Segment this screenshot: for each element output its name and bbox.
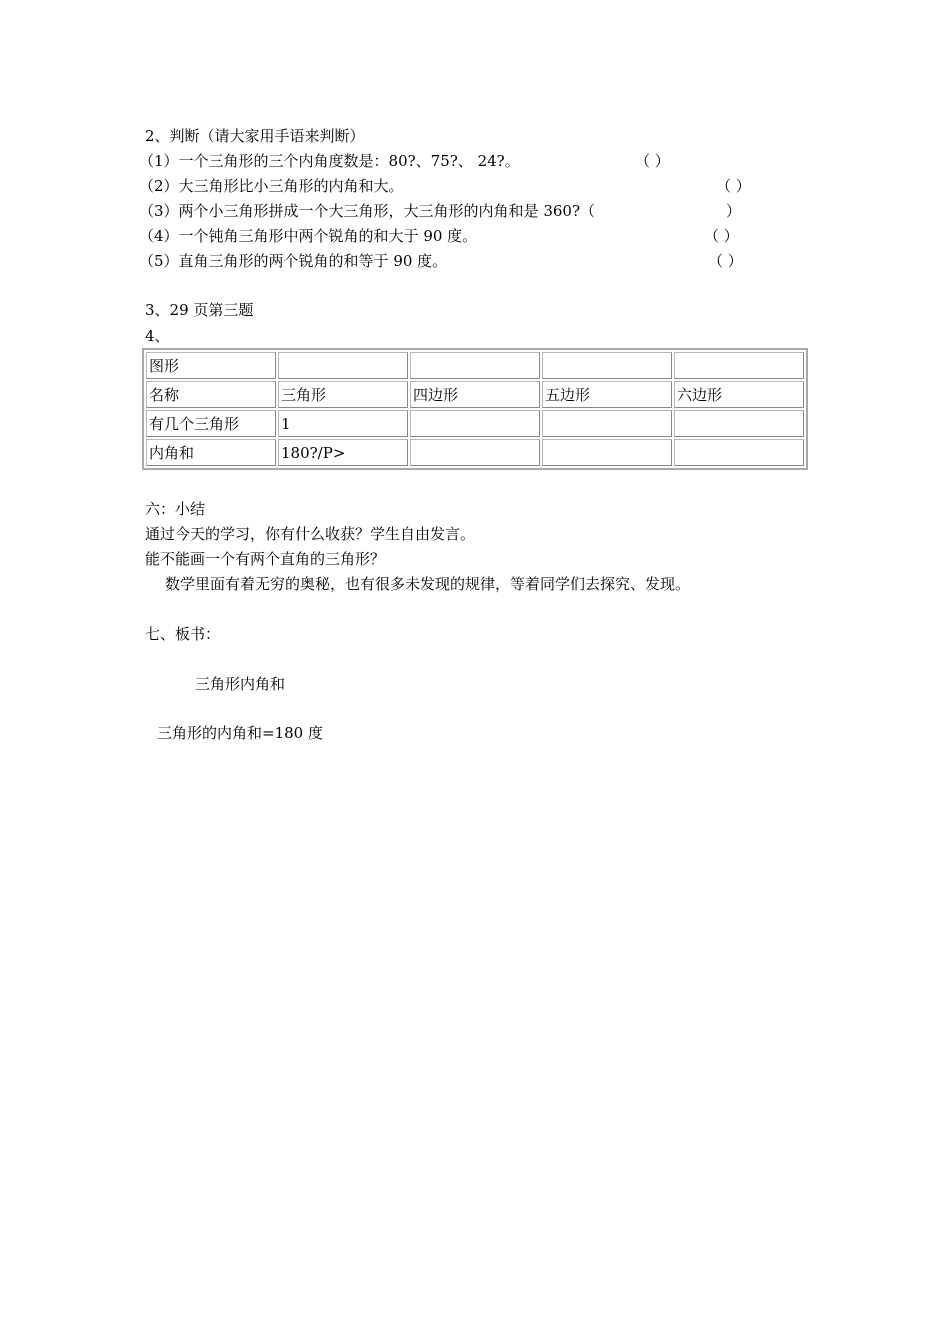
table-cell: 四边形 xyxy=(410,381,540,408)
table-cell: 名称 xyxy=(146,381,276,408)
judge-item-5: （5）直角三角形的两个锐角的和等于 90 度。 xyxy=(139,252,448,270)
judge-answer-paren-3: ） xyxy=(726,202,742,220)
table-cell xyxy=(278,352,408,379)
judge-item-3: （3）两个小三角形拼成一个大三角形，大三角形的内角和是 360?（ xyxy=(139,202,595,220)
table-row xyxy=(146,381,804,408)
table-cell xyxy=(674,410,804,437)
question-4-label: 4、 xyxy=(145,327,170,345)
summary-heading: 六：小结 xyxy=(145,500,206,518)
board-formula: 三角形的内角和=180 度 xyxy=(157,724,323,742)
polygon-angle-table xyxy=(142,348,808,470)
table-cell xyxy=(674,439,804,466)
judge-answer-paren-1: （ ） xyxy=(635,152,670,170)
table-cell xyxy=(410,352,540,379)
judge-item-1: （1）一个三角形的三个内角度数是：80?、75?、 24?。 xyxy=(139,152,520,170)
judge-answer-paren-4: （ ） xyxy=(704,227,739,245)
table-cell: 有几个三角形 xyxy=(146,410,276,437)
table-row xyxy=(146,352,804,379)
table-cell: 1 xyxy=(278,410,408,437)
judge-heading: 2、判断（请大家用手语来判断） xyxy=(145,127,365,145)
judge-item-4: （4）一个钝角三角形中两个锐角的和大于 90 度。 xyxy=(139,227,478,245)
judge-answer-paren-5: （ ） xyxy=(708,252,743,270)
summary-line-2: 能不能画一个有两个直角的三角形？ xyxy=(145,550,386,568)
board-title: 三角形内角和 xyxy=(195,675,286,693)
table-cell: 三角形 xyxy=(278,381,408,408)
table-row xyxy=(146,439,804,466)
table-cell: 六边形 xyxy=(674,381,804,408)
table-cell: 图形 xyxy=(146,352,276,379)
table-cell xyxy=(542,439,672,466)
board-heading: 七、板书： xyxy=(145,625,221,643)
table-cell: 五边形 xyxy=(542,381,672,408)
summary-line-1: 通过今天的学习，你有什么收获？学生自由发言。 xyxy=(145,525,476,543)
table-cell xyxy=(542,410,672,437)
table-cell xyxy=(542,352,672,379)
table-cell xyxy=(674,352,804,379)
judge-item-2: （2）大三角形比小三角形的内角和大。 xyxy=(139,177,404,195)
summary-line-3: 数学里面有着无穷的奥秘，也有很多未发现的规律，等着同学们去探究、发现。 xyxy=(165,575,691,593)
question-3: 3、29 页第三题 xyxy=(145,301,254,319)
table-cell xyxy=(410,410,540,437)
judge-answer-paren-2: （ ） xyxy=(716,177,751,195)
table-cell: 内角和 xyxy=(146,439,276,466)
table-row xyxy=(146,410,804,437)
table-cell: 180?/P> xyxy=(278,439,408,466)
table-cell xyxy=(410,439,540,466)
